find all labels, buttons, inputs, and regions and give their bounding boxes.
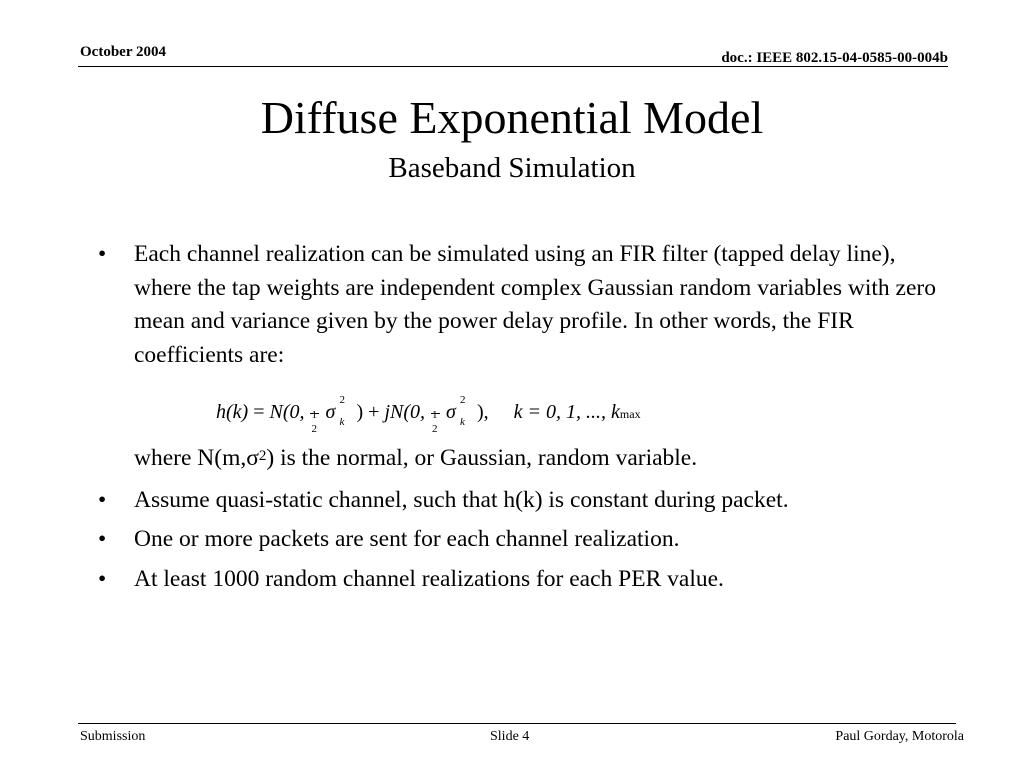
eq-frac-den: 2 xyxy=(432,423,438,436)
eq-close2: ), xyxy=(477,401,489,423)
eq-sigma-k xyxy=(446,396,472,430)
bullet-item xyxy=(98,523,958,557)
footer-divider xyxy=(78,723,956,724)
header-doc-id: doc.: IEEE 802.15-04-0585-00-004b xyxy=(721,50,948,66)
slide-body xyxy=(98,238,958,596)
bullet-text: One or more packets are sent for each channel realization. xyxy=(134,526,680,552)
where-text-start: where N(m,σ xyxy=(134,445,259,471)
eq-sigma-sub: k xyxy=(339,416,345,428)
eq-range: k = 0, 1, ..., k xyxy=(513,401,620,423)
eq-equals: = xyxy=(253,401,265,423)
eq-lhs: h(k) xyxy=(216,401,249,423)
where-note xyxy=(98,442,958,476)
eq-plus: + xyxy=(368,401,380,423)
footer-slide-number: Slide 4 xyxy=(490,729,530,744)
slide-title: Diffuse Exponential Model xyxy=(260,92,764,143)
bullet-text: Assume quasi-static channel, such that h(k) is constant during packet. xyxy=(134,486,789,513)
bullet-icon: • xyxy=(98,526,107,552)
header-divider xyxy=(78,66,948,67)
bullet-icon: • xyxy=(98,486,107,513)
eq-term1: N(0, xyxy=(269,401,305,423)
bullet-item xyxy=(98,484,958,518)
eq-sigma-sup: 2 xyxy=(460,394,466,406)
eq-sigma-sub: k xyxy=(460,416,465,428)
eq-half-fraction xyxy=(309,401,320,436)
bullet-text: At least 1000 random channel realizations for each PER value. xyxy=(134,565,724,592)
where-sup: 2 xyxy=(258,448,267,464)
eq-sigma: σ xyxy=(446,401,456,423)
bullet-icon: • xyxy=(98,241,107,267)
eq-half-fraction xyxy=(430,401,441,436)
eq-frac-num: 1 xyxy=(432,409,438,422)
header-date: October 2004 xyxy=(80,44,166,60)
footer-author: Paul Gorday, Motorola xyxy=(835,729,964,744)
footer-submission: Submission xyxy=(80,729,146,744)
eq-sigma-sup: 2 xyxy=(339,394,345,406)
where-text-end: ) is the normal, or Gaussian, random variable. xyxy=(266,445,698,471)
eq-term2: jN(0, xyxy=(384,401,425,423)
eq-sigma-k xyxy=(325,396,351,430)
bullet-item xyxy=(98,238,958,372)
eq-range-sub: max xyxy=(619,407,641,421)
bullet-text: Each channel realization can be simulated using an FIR filter (tapped delay line), where the tap weights are independent complex Gaussian random variables with zero mean and variance given by the power delay profile. In other words, the FIR coefficients are: xyxy=(134,241,936,368)
eq-frac-num: 1 xyxy=(311,409,317,422)
fir-coefficient-equation xyxy=(216,384,958,442)
slide-subtitle: Baseband Simulation xyxy=(388,152,636,184)
bullet-item xyxy=(98,563,958,597)
eq-close1: ) xyxy=(356,401,364,423)
eq-sigma: σ xyxy=(325,401,336,423)
eq-frac-den: 2 xyxy=(311,423,317,436)
bullet-icon: • xyxy=(98,565,107,592)
